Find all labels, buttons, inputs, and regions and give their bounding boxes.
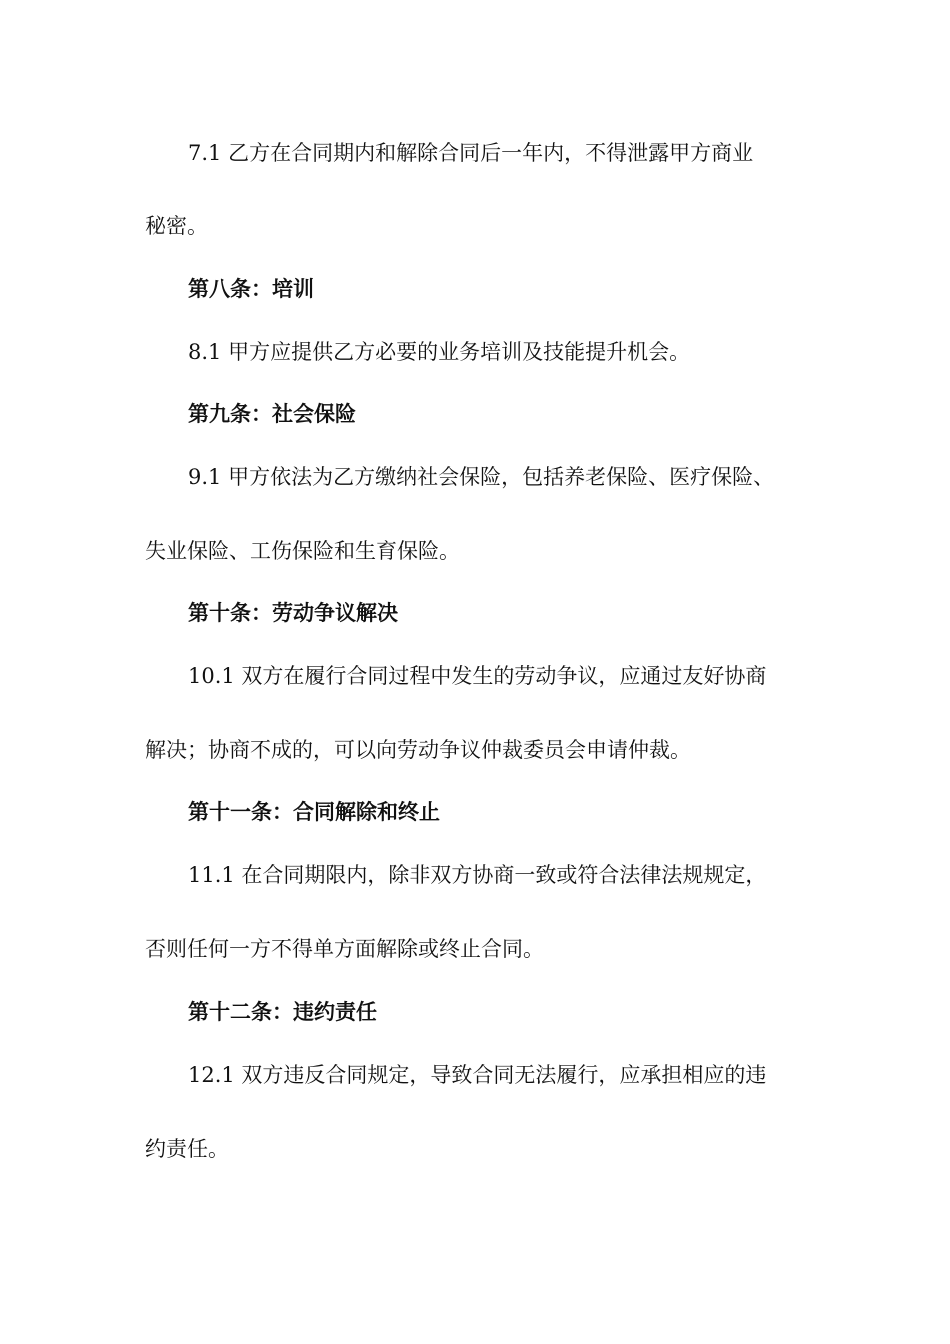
clause-9-1-line-1: 9.1 甲方依法为乙方缴纳社会保险，包括养老保险、医疗保险、: [188, 465, 775, 489]
section-heading-8: 第八条：培训: [188, 277, 314, 301]
clause-8-1-line-1: 8.1 甲方应提供乙方必要的业务培训及技能提升机会。: [188, 340, 691, 364]
clause-12-1-line-1: 12.1 双方违反合同规定，导致合同无法履行，应承担相应的违: [188, 1063, 767, 1087]
clause-7-1-line-2: 秘密。: [145, 214, 208, 238]
clause-10-1-line-2: 解决；协商不成的，可以向劳动争议仲裁委员会申请仲裁。: [145, 738, 691, 762]
clause-11-1-line-1: 11.1 在合同期限内，除非双方协商一致或符合法律法规规定，: [188, 863, 767, 887]
clause-12-1-line-2: 约责任。: [145, 1137, 229, 1161]
section-heading-9: 第九条：社会保险: [188, 402, 356, 426]
clause-10-1-line-1: 10.1 双方在履行合同过程中发生的劳动争议，应通过友好协商: [188, 664, 767, 688]
clause-7-1-line-1: 7.1 乙方在合同期内和解除合同后一年内，不得泄露甲方商业: [188, 141, 754, 165]
clause-9-1-line-2: 失业保险、工伤保险和生育保险。: [145, 539, 460, 563]
section-heading-11: 第十一条：合同解除和终止: [188, 800, 440, 824]
section-heading-12: 第十二条：违约责任: [188, 1000, 377, 1024]
clause-11-1-line-2: 否则任何一方不得单方面解除或终止合同。: [145, 937, 544, 961]
section-heading-10: 第十条：劳动争议解决: [188, 601, 398, 625]
